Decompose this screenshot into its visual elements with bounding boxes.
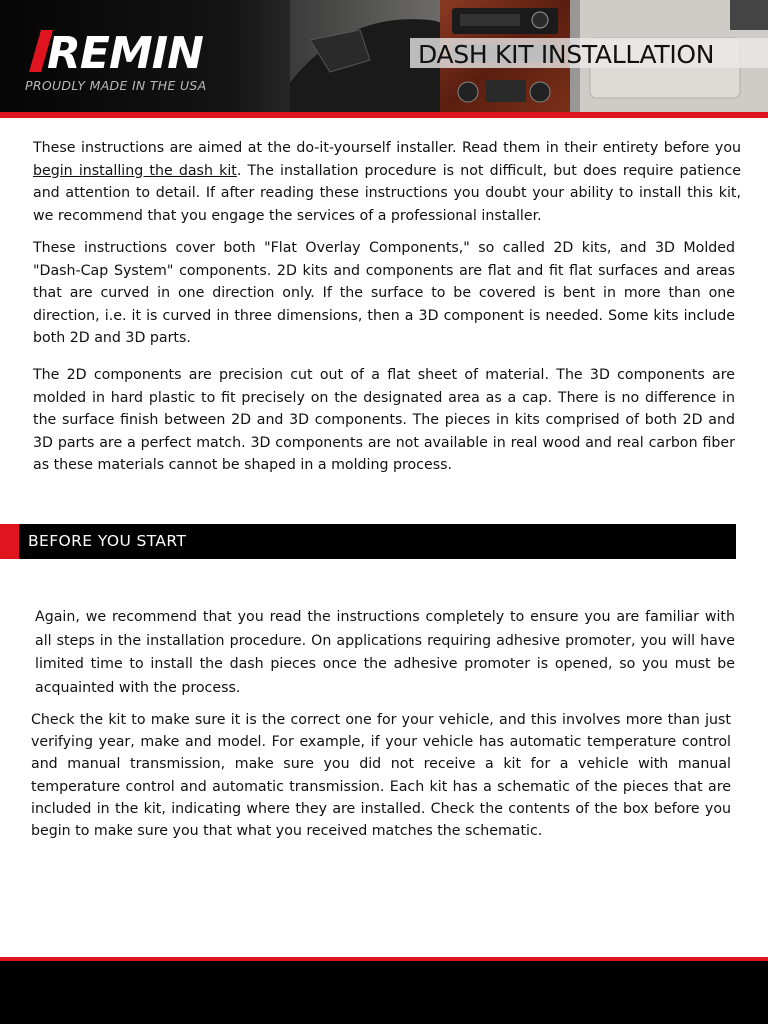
intro-text-b: . The installation procedure is not difficult, but does require patience and attention to detail. If after reading these instructions you doubt your ability to install this kit, we recommend that you engage the services of a professional installer. [33,162,741,224]
page-title: DASH KIT INSTALLATION [418,40,715,69]
intro-text-a: These instructions are aimed at the do-it-yourself installer. Read them in their entirety before you [33,140,741,156]
remin-logo [25,26,235,74]
page-footer [0,961,768,1024]
section-paragraph-1: Again, we recommend that you read the instructions completely to ensure you are familiar with all steps in the installation procedure. On applications requiring adhesive promoter, you will have limited time to install the dash pieces once the adhesive promoter is opened, so you must be acquainted with the process. [35,609,735,696]
page-header [0,0,768,112]
section-header [19,524,736,559]
header-divider [0,112,768,118]
section-accent [0,524,19,559]
svg-text:REMIN: REMIN [47,28,203,74]
dash-kit-link[interactable]: begin installing the dash kit [33,162,237,179]
tagline: PROUDLY MADE IN THE USA [25,78,207,93]
section-title: BEFORE YOU START [28,532,187,550]
intro-paragraph-1 [33,137,741,227]
intro-paragraph-3: The 2D components are precision cut out of a flat sheet of material. The 3D components are molded in hard plastic to fit precisely on the designated area as a cap. There is no difference in the surface finish between 2D and 3D components. The pieces in kits comprised of both 2D and 3D parts are a perfect match. 3D components are not available in real wood and real carbon fiber as these materials cannot be shaped in a molding process. [33,367,735,473]
intro-paragraph-2: These instructions cover both "Flat Overlay Components," so called 2D kits, and 3D Molded "Dash-Cap System" components. 2D kits and components are flat and fit flat surfaces and areas that are curved in one direction only. If the surface to be covered is bent in more than one direction, i.e. it is curved in three dimensions, then a 3D component is needed. Some kits include both 2D and 3D parts. [33,240,735,346]
section-paragraph-2: Check the kit to make sure it is the correct one for your vehicle, and this involves more than just verifying year, make and model. For example, if your vehicle has automatic temperature control and manual transmission, make sure you did not receive a kit for a vehicle with manual temperature control and automatic transmission. Each kit has a schematic of the pieces that are included in the kit, indicating where they are installed. Check the contents of the box before you begin to make sure you that what you received matches the schematic. [31,712,731,840]
